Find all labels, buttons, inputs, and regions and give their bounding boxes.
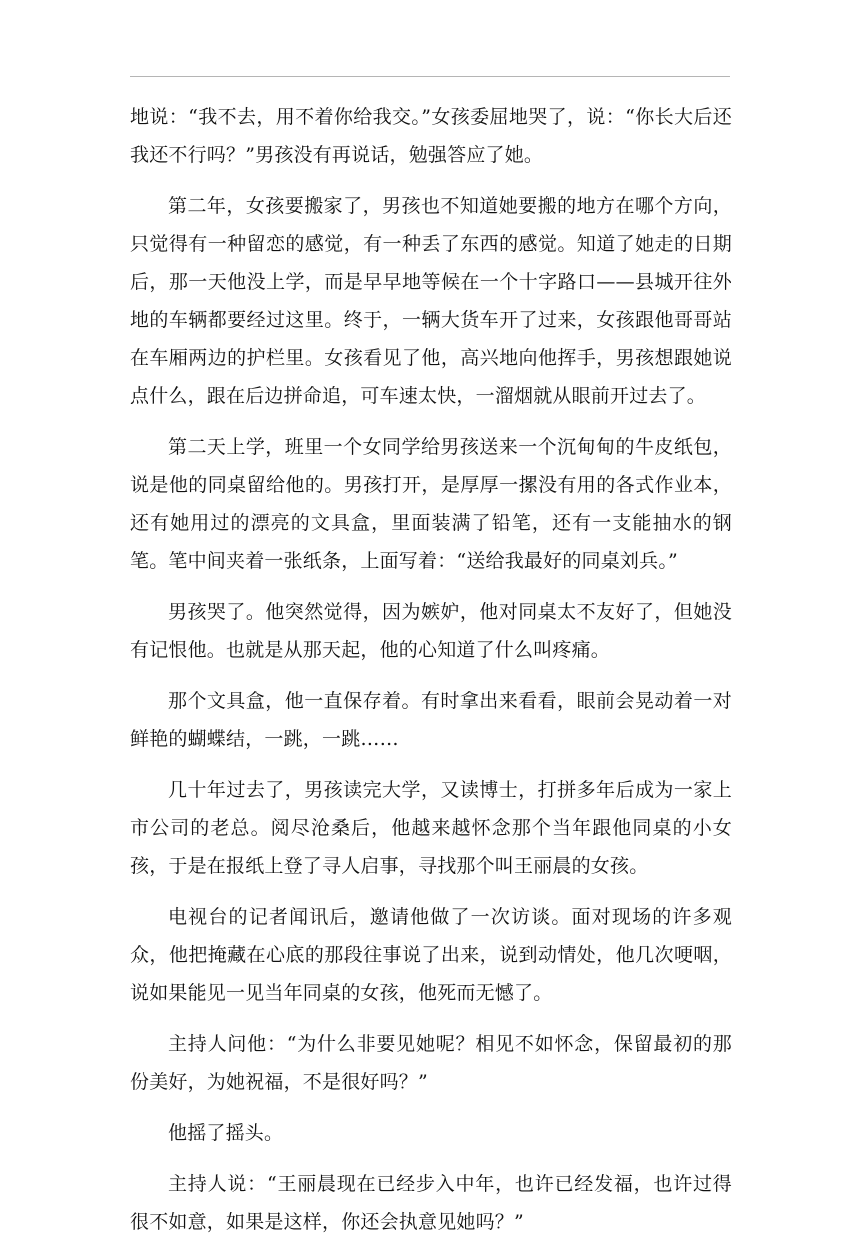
paragraph-5: 那个文具盒，他一直保存着。有时拿出来看看，眼前会晃动着一对鲜艳的蝴蝶结，一跳，一跳……	[130, 690, 732, 750]
paragraph-10: 主持人说：“王丽晨现在已经步入中年，也许已经发福，也许过得很不如意，如果是这样，你还会执意见她吗？”	[130, 1173, 732, 1233]
paragraph-8: 主持人问他：“为什么非要见她呢？相见不如怀念，保留最初的那份美好，为她祝福，不是很好吗？”	[130, 1033, 732, 1093]
paragraph-9: 他摇了摇头。	[168, 1122, 284, 1144]
article-body	[130, 98, 732, 1254]
paragraph-3: 第二天上学，班里一个女同学给男孩送来一个沉甸甸的牛皮纸包，说是他的同桌留给他的。男孩打开，是厚厚一摞没有用的各式作业本，还有她用过的漂亮的文具盒，里面装满了铅笔，还有一支能抽水的钢笔。笔中间夹着一张纸条，上面写着：“送给我最好的同桌刘兵。”	[130, 436, 732, 572]
header-rule	[130, 76, 730, 77]
paragraph-7: 电视台的记者闻讯后，邀请他做了一次访谈。面对现场的许多观众，他把掩藏在心底的那段往事说了出来，说到动情处，他几次哽咽，说如果能见一见当年同桌的女孩，他死而无憾了。	[130, 906, 732, 1004]
paragraph-6: 几十年过去了，男孩读完大学，又读博士，打拼多年后成为一家上市公司的老总。阅尽沧桑后，他越来越怀念那个当年跟他同桌的小女孩，于是在报纸上登了寻人启事，寻找那个叫王丽晨的女孩。	[130, 779, 732, 877]
paragraph-1: 地说：“我不去，用不着你给我交。”女孩委屈地哭了，说：“你长大后还我还不行吗？”男孩没有再说话，勉强答应了她。	[130, 106, 732, 166]
paragraph-4: 男孩哭了。他突然觉得，因为嫉妒，他对同桌太不友好了，但她没有记恨他。也就是从那天起，他的心知道了什么叫疼痛。	[130, 601, 732, 661]
paragraph-2: 第二年，女孩要搬家了，男孩也不知道她要搬的地方在哪个方向，只觉得有一种留恋的感觉，有一种丢了东西的感觉。知道了她走的日期后，那一天他没上学，而是早早地等候在一个十字路口——县城开往外地的车辆都要经过这里。终于，一辆大货车开了过来，女孩跟他哥哥站在车厢两边的护栏里。女孩看见了他，高兴地向他挥手，男孩想跟她说点什么，跟在后边拼命追，可车速太快，一溜烟就从眼前开过去了。	[130, 195, 732, 407]
